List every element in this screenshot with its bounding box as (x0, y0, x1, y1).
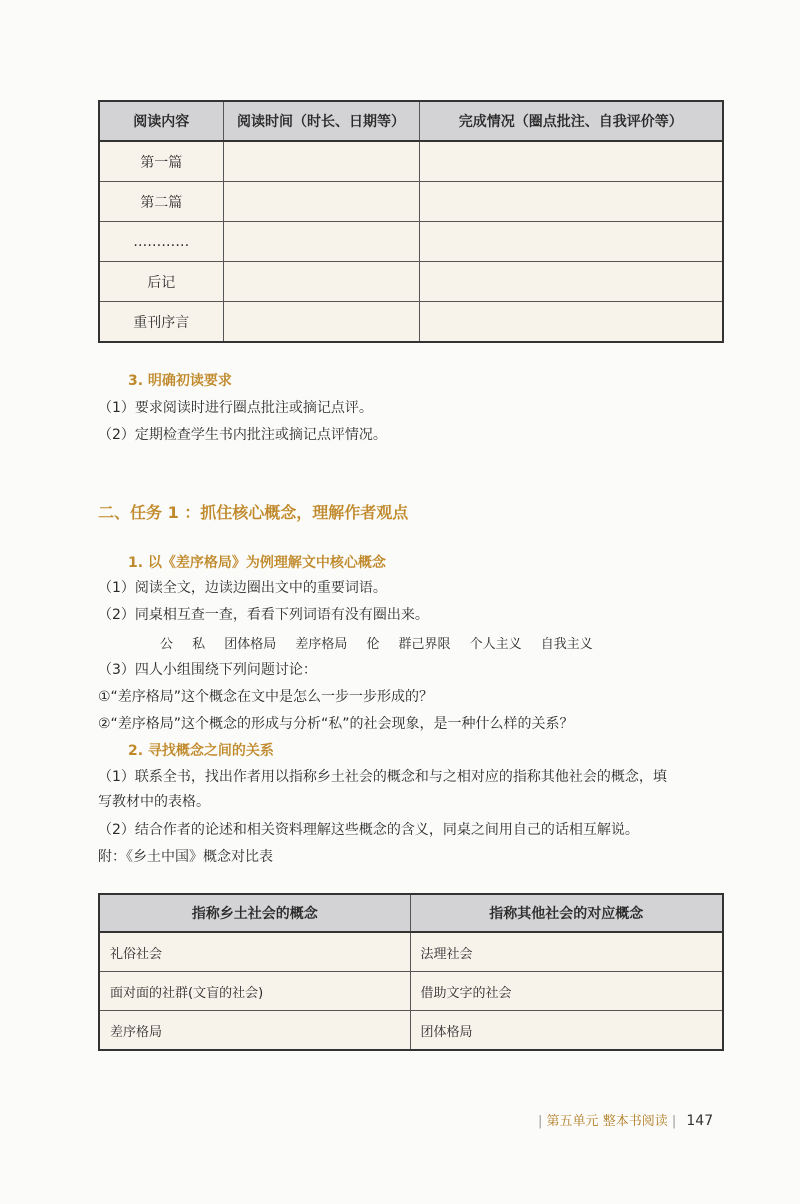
table-header-row (99, 894, 723, 932)
sub1-heading: 1. 以《差序格局》为例理解文中核心概念 (128, 555, 386, 571)
divider: | (538, 1114, 543, 1129)
divider: | (671, 1114, 677, 1129)
sub2-item-1-line2: 写教材中的表格。 (98, 794, 210, 810)
sub2-item-1-line1: （1）联系全书，找出作者用以指称乡土社会的概念和与之相对应的指称其他社会的概念，填 (98, 769, 667, 785)
table-row (99, 141, 723, 182)
term: 群己界限 (398, 637, 451, 652)
page-number: 147 (686, 1113, 714, 1129)
table-cell: 团体格局 (410, 1011, 723, 1051)
sub1-item-3: （3）四人小组围绕下列问题讨论： (98, 662, 317, 678)
sub2-item-2: （2）结合作者的论述和相关资料理解这些概念的含义，同桌之间用自己的话相互解说。 (98, 822, 639, 838)
term: 团体格局 (224, 637, 277, 652)
table-header-row (99, 101, 723, 141)
term: 公 (160, 637, 174, 652)
step3-item-1: （1）要求阅读时进行圈点批注或摘记点评。 (98, 400, 373, 416)
term: 差序格局 (295, 637, 348, 652)
empty-cell (223, 141, 419, 182)
column-header: 指称其他社会的对应概念 (410, 894, 723, 932)
table-cell: 法理社会 (410, 932, 723, 972)
step3-item-2: （2）定期检查学生书内批注或摘记点评情况。 (98, 427, 387, 443)
reading-log-table (98, 100, 724, 343)
sub1-item-2: （2）同桌相互查一查，看看下列词语有没有圈出来。 (98, 607, 429, 623)
term: 伦 (366, 637, 380, 652)
empty-cell (223, 262, 419, 302)
term: 个人主义 (469, 637, 522, 652)
sub1-item-1: （1）阅读全文，边读边圈出文中的重要词语。 (98, 580, 387, 596)
column-header: 指称乡土社会的概念 (99, 894, 410, 932)
empty-cell (223, 182, 419, 222)
column-header: 完成情况（圈点批注、自我评价等） (419, 101, 723, 141)
appendix-caption: 附：《乡土中国》概念对比表 (98, 849, 273, 865)
empty-cell (419, 222, 723, 262)
column-header: 阅读时间（时长、日期等） (223, 101, 419, 141)
row-label: 第二篇 (99, 182, 223, 222)
question-1: ①“差序格局”这个概念在文中是怎么一步一步形成的？ (98, 689, 434, 705)
page-footer (538, 1110, 713, 1129)
question-2: ②“差序格局”这个概念的形成与分析“私”的社会现象，是一种什么样的关系？ (98, 716, 574, 732)
empty-cell (419, 262, 723, 302)
column-header: 阅读内容 (99, 101, 223, 141)
row-label: 第一篇 (99, 141, 223, 182)
table-row (99, 1011, 723, 1051)
empty-cell (419, 302, 723, 343)
table-row (99, 182, 723, 222)
sub2-heading: 2. 寻找概念之间的关系 (128, 743, 274, 759)
section2-title: 二、任务 1 ：抓住核心概念，理解作者观点 (98, 503, 409, 522)
row-label: ………… (99, 222, 223, 262)
topic-label: 整本书阅读 (602, 1114, 668, 1129)
table-cell: 借助文字的社会 (410, 972, 723, 1011)
empty-cell (419, 141, 723, 182)
table-row (99, 972, 723, 1011)
empty-cell (223, 302, 419, 343)
table-row (99, 302, 723, 343)
row-label: 后记 (99, 262, 223, 302)
step3-heading: 3. 明确初读要求 (128, 373, 232, 389)
empty-cell (419, 182, 723, 222)
term: 私 (192, 637, 206, 652)
table-cell: 礼俗社会 (99, 932, 410, 972)
term: 自我主义 (540, 637, 593, 652)
table-row (99, 222, 723, 262)
unit-label: 第五单元 (546, 1114, 599, 1129)
concept-comparison-table (98, 893, 724, 1051)
table-row (99, 932, 723, 972)
table-cell: 差序格局 (99, 1011, 410, 1051)
empty-cell (223, 222, 419, 262)
table-row (99, 262, 723, 302)
row-label: 重刊序言 (99, 302, 223, 343)
term-list (160, 633, 607, 652)
table-cell: 面对面的社群(文盲的社会) (99, 972, 410, 1011)
